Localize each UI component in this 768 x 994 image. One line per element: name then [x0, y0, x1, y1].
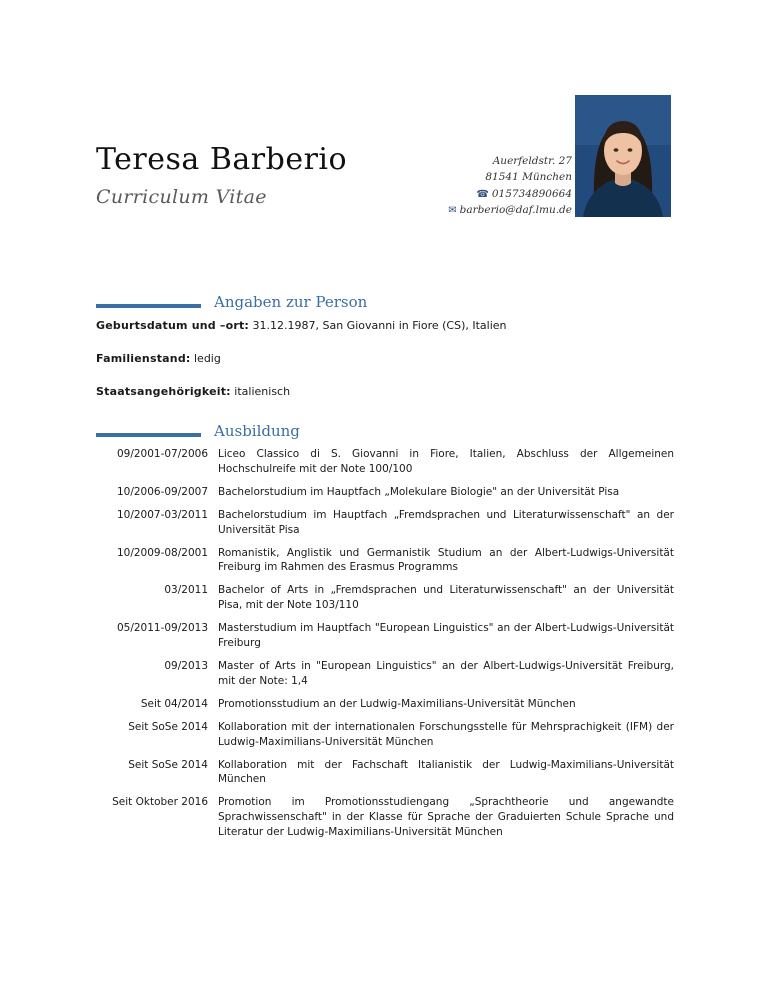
section-title-education: Ausbildung	[214, 422, 300, 440]
education-description: Bachelor of Arts in „Fremdsprachen und Literaturwissenschaft" an der Universität Pisa, mit der Note 103/110	[218, 584, 674, 612]
education-date: 10/2006-09/2007	[116, 485, 208, 498]
education-list	[96, 447, 674, 848]
education-description: Kollaboration mit der Fachschaft Italianistik der Ludwig-Maximilians-Universität München	[218, 758, 674, 786]
personal-row-marital	[96, 351, 676, 367]
section-header-personal	[96, 293, 576, 316]
personal-value-nationality: italienisch	[234, 384, 291, 398]
avatar	[575, 95, 671, 217]
phone-icon: ☎	[476, 188, 489, 200]
education-description: Kollaboration mit der internationalen Forschungsstelle für Mehrsprachigkeit (IFM) der Ludwig-Maximilians-Universität München	[218, 720, 674, 748]
document-subtitle: Curriculum Vitae	[96, 186, 267, 208]
contact-street: Auerfeldstr. 27	[492, 155, 572, 167]
personal-label-nationality: Staatsangehörigkeit:	[96, 384, 231, 398]
education-description: Liceo Classico di S. Giovanni in Fiore, Italien, Abschluss der Allgemeinen Hochschulreife mit der Note 100/100	[218, 448, 674, 475]
education-row	[96, 659, 674, 689]
section-rule	[96, 433, 201, 437]
education-row	[96, 485, 674, 500]
education-date: Seit SoSe 2014	[128, 720, 208, 733]
education-date: 03/2011	[164, 584, 208, 597]
education-description: Bachelorstudium im Hauptfach „Molekulare Biologie" an der Universität Pisa	[218, 485, 620, 498]
contact-email-line	[400, 202, 572, 219]
page-title: Teresa Barberio	[96, 142, 348, 177]
education-date: 09/2001-07/2006	[116, 448, 208, 460]
education-date: Seit 04/2014	[140, 697, 208, 710]
contact-phone-line	[400, 186, 572, 203]
section-title-personal: Angaben zur Person	[214, 293, 368, 311]
education-description: Master of Arts in "European Linguistics" an der Albert-Ludwigs-Universität Freiburg, mit der Note: 1,4	[218, 659, 674, 687]
education-row	[96, 697, 674, 712]
contact-email[interactable]: barberio@daf.lmu.de	[459, 204, 572, 217]
personal-value-marital: ledig	[194, 351, 221, 365]
education-description: Promotionsstudium an der Ludwig-Maximilians-Universität München	[218, 697, 576, 710]
education-description: Bachelorstudium im Hauptfach „Fremdsprachen und Literaturwissenschaft" an der Universität Pisa	[218, 508, 674, 536]
education-row	[96, 583, 674, 613]
section-header-education	[96, 422, 576, 445]
education-row	[96, 546, 674, 576]
education-row	[96, 795, 674, 840]
education-row	[96, 758, 674, 788]
contact-block	[400, 153, 572, 219]
education-description: Masterstudium im Hauptfach "European Linguistics" an der Albert-Ludwigs-Universität Freiburg	[218, 622, 674, 650]
section-rule	[96, 304, 201, 308]
education-date: 10/2007-03/2011	[116, 508, 208, 521]
education-date: 09/2013	[164, 659, 208, 672]
personal-row-birth	[96, 318, 676, 334]
education-row	[96, 720, 674, 750]
education-row	[96, 621, 674, 651]
personal-row-nationality	[96, 384, 676, 400]
education-date: 10/2009-08/2001	[116, 546, 208, 559]
contact-city: 81541 München	[485, 171, 572, 184]
personal-label-birth: Geburtsdatum und –ort:	[96, 319, 250, 332]
personal-data-list	[96, 318, 676, 417]
personal-label-marital: Familienstand:	[96, 351, 191, 365]
education-row	[96, 508, 674, 538]
personal-value-birth: 31.12.1987, San Giovanni in Fiore (CS), Italien	[252, 319, 507, 332]
education-description: Romanistik, Anglistik und Germanistik Studium an der Albert-Ludwigs-Universität Freiburg im Rahmen des Erasmus Programms	[218, 546, 674, 574]
education-date: Seit Oktober 2016	[112, 796, 208, 809]
education-row	[96, 447, 674, 477]
contact-phone: 015734890664	[491, 187, 572, 200]
education-date: 05/2011-09/2013	[116, 622, 208, 635]
education-date: Seit SoSe 2014	[128, 758, 208, 771]
education-description: Promotion im Promotionsstudiengang „Sprachtheorie und angewandte Sprachwissenschaft" in der Klasse für Sprache der Graduierten Schule Sprache und Literatur der Ludwig-Maximilians-Universität München	[218, 796, 674, 839]
envelope-icon: ✉	[448, 205, 457, 217]
